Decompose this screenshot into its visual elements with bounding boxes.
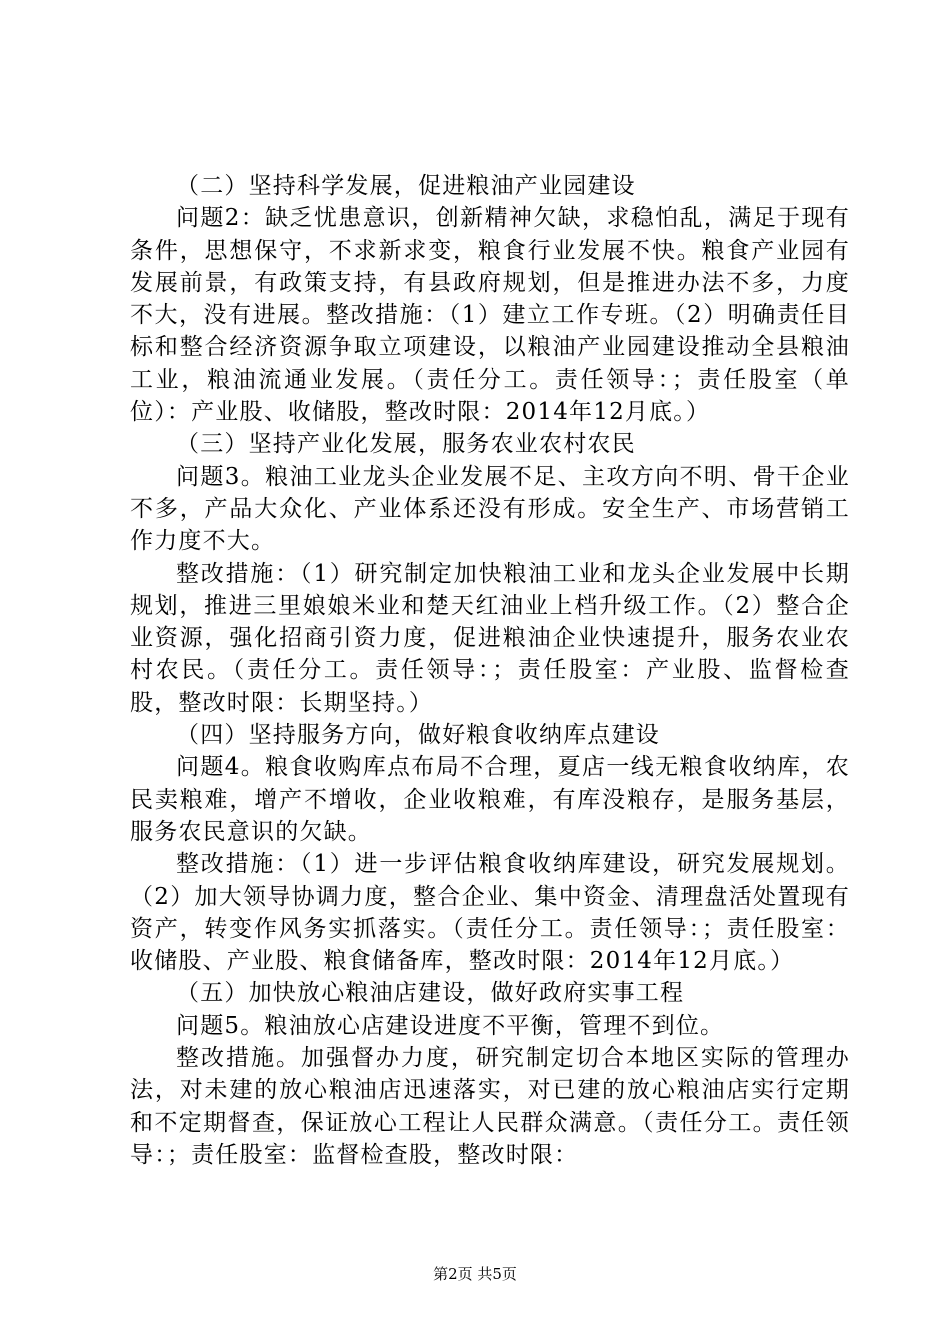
paragraph-problem-3: 问题3。粮油工业龙头企业发展不足、主攻方向不明、骨干企业不多，产品大众化、产业体系还没有形成。安全生产、市场营销工作力度不大。 bbox=[130, 463, 850, 555]
paragraph-measures-3: 整改措施：（1）研究制定加快粮油工业和龙头企业发展中长期规划，推进三里娘娘米业和楚天红油业上档升级工作。（2）整合企业资源，强化招商引资力度，促进粮油企业快速提升，服务农业农村农民。（责任分工。责任领导：；责任股室：产业股、监督检查股，整改时限：长期坚持。） bbox=[130, 560, 850, 716]
document-body bbox=[130, 170, 850, 1171]
paragraph-problem-2: 问题2：缺乏忧患意识，创新精神欠缺，求稳怕乱，满足于现有条件，思想保守，不求新求变，粮食行业发展不快。粮食产业园有发展前景，有政策支持，有县政府规划，但是推进办法不多，力度不大，没有进展。整改措施：（1）建立工作专班。（2）明确责任目标和整合经济资源争取立项建设，以粮油产业园建设推动全县粮油工业，粮油流通业发展。（责任分工。责任领导：；责任股室（单位）：产业股、收储股，整改时限：2014年12月底。） bbox=[130, 205, 850, 426]
paragraph-measures-5: 整改措施。加强督办力度，研究制定切合本地区实际的管理办法，对未建的放心粮油店迅速落实，对已建的放心粮油店实行定期和不定期督查，保证放心工程让人民群众满意。（责任分工。责任领导：；责任股室：监督检查股，整改时限： bbox=[130, 1045, 850, 1168]
page-number-footer: 第2页 共5页 bbox=[433, 1265, 517, 1283]
section-heading-2: （二）坚持科学发展，促进粮油产业园建设 bbox=[176, 173, 636, 199]
section-heading-5: （五）加快放心粮油店建设，做好政府实事工程 bbox=[176, 980, 685, 1007]
paragraph-measures-4: 整改措施：（1）进一步评估粮食收纳库建设，研究发展规划。（2）加大领导协调力度，整合企业、集中资金、清理盘活处置现有资产，转变作风务实抓落实。（责任分工。责任领导：；责任股室：收储股、产业股、粮食储备库，整改时限：2014年12月底。） bbox=[130, 851, 850, 975]
paragraph-problem-5: 问题5。粮油放心店建设进度不平衡，管理不到位。 bbox=[176, 1012, 725, 1039]
section-heading-3: （三）坚持产业化发展，服务农业农村农民 bbox=[176, 431, 636, 458]
paragraph-problem-4: 问题4。粮食收购库点布局不合理，夏店一线无粮食收纳库，农民卖粮难，增产不增收，企业收粮难，有库没粮存，是服务基层，服务农民意识的欠缺。 bbox=[130, 754, 850, 845]
section-heading-4: （四）坚持服务方向，做好粮食收纳库点建设 bbox=[176, 722, 660, 749]
